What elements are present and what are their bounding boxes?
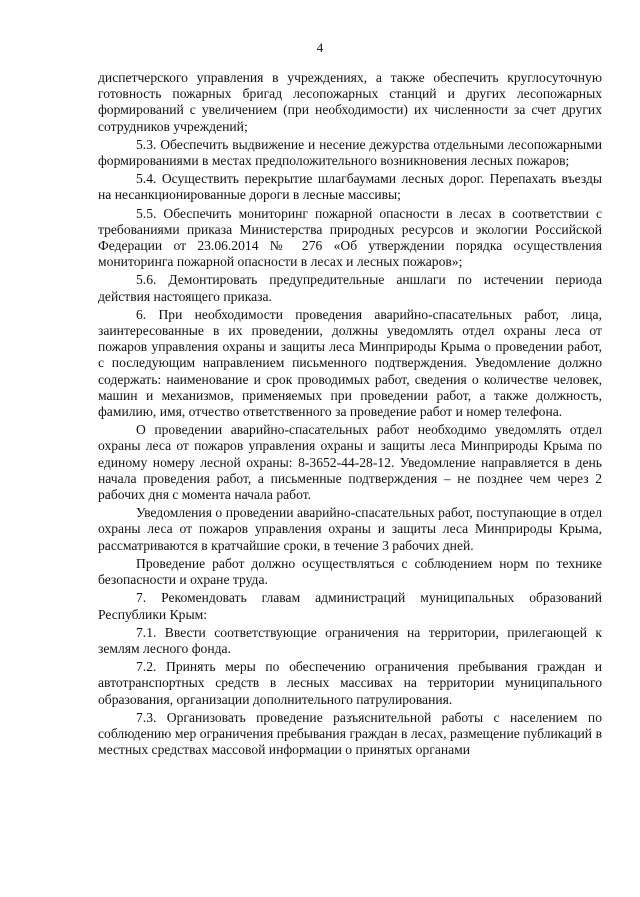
paragraph: Уведомления о проведении аварийно-спасательных работ, поступающие в отдел охраны леса от пожаров управления охраны и защиты леса Минприроды Крыма, рассматриваются в кратчайшие сроки, в течение 3 рабочих дней. (98, 505, 602, 553)
paragraph: Проведение работ должно осуществляться с соблюдением норм по технике безопасности и охране труда. (98, 555, 602, 588)
paragraph: 7.2. Принять меры по обеспечению ограничения пребывания граждан и автотранспортных средств в лесных массивах на территории муниципального образования, организации дополнительного патрулирования. (98, 659, 602, 707)
paragraph: 7.1. Ввести соответствующие ограничения на территории, прилегающей к землям лесного фонда. (98, 624, 602, 656)
paragraph: 5.3. Обеспечить выдвижение и несение дежурства отдельными лесопожарными формированиями в местах предположительного возникновения лесных пожаров; (98, 136, 602, 169)
paragraph: 5.6. Демонтировать предупредительные аншлаги по истечении периода действия настоящего приказа. (98, 272, 602, 304)
paragraph: 5.5. Обеспечить мониторинг пожарной опасности в лесах в соответствии с требованиями приказа Министерства природных ресурсов и экологии Российской Федерации от 23.06.2014 № 276 «Об утверждении порядка осуществления мониторинга пожарной опасности в лесах и лесных пожаров»; (98, 205, 602, 270)
document-body (98, 70, 602, 760)
paragraph: 7.3. Организовать проведение разъяснительной работы с населением по соблюдению мер ограничения пребывания граждан в лесах, размещение публикаций в местных средствах массовой информации о принятых органами (98, 709, 602, 758)
paragraph: 7. Рекомендовать главам администраций муниципальных образований Республики Крым: (98, 590, 602, 622)
paragraph: О проведении аварийно-спасательных работ необходимо уведомлять отдел охраны леса от пожаров управления охраны и защиты леса Минприроды Крыма по единому номеру лесной охраны: 8-3652-44-28-12. Уведомление направляется в день начала проведения работ, а письменные подтверждения – не позднее чем через 2 рабочих дня с момента начала работ. (98, 422, 602, 503)
paragraph: 6. При необходимости проведения аварийно-спасательных работ, лица, заинтересованные в их проведении, должны уведомлять отдел охраны леса от пожаров управления охраны и защиты леса Минприроды Крыма о проведении работ, с последующим направлением письменного подтверждения. Уведомление должно содержать: наименование и срок проводимых работ, сведения о количестве человек, машин и механизмов, применяемых при проведении работ, а также должность, фамилию, имя, отчество ответственного за проведение работ и номер телефона. (98, 306, 602, 420)
page-number: 4 (316, 40, 324, 55)
paragraph: 5.4. Осуществить перекрытие шлагбаумами лесных дорог. Перепахать въезды на несанкционированные дороги в лесные массивы; (98, 171, 602, 203)
paragraph: диспетчерского управления в учреждениях, а также обеспечить круглосуточную готовность пожарных бригад лесопожарных станций и других лесопожарных формирований с увеличением (при необходимости) их численности за счет других сотрудников учреждений; (98, 70, 602, 134)
